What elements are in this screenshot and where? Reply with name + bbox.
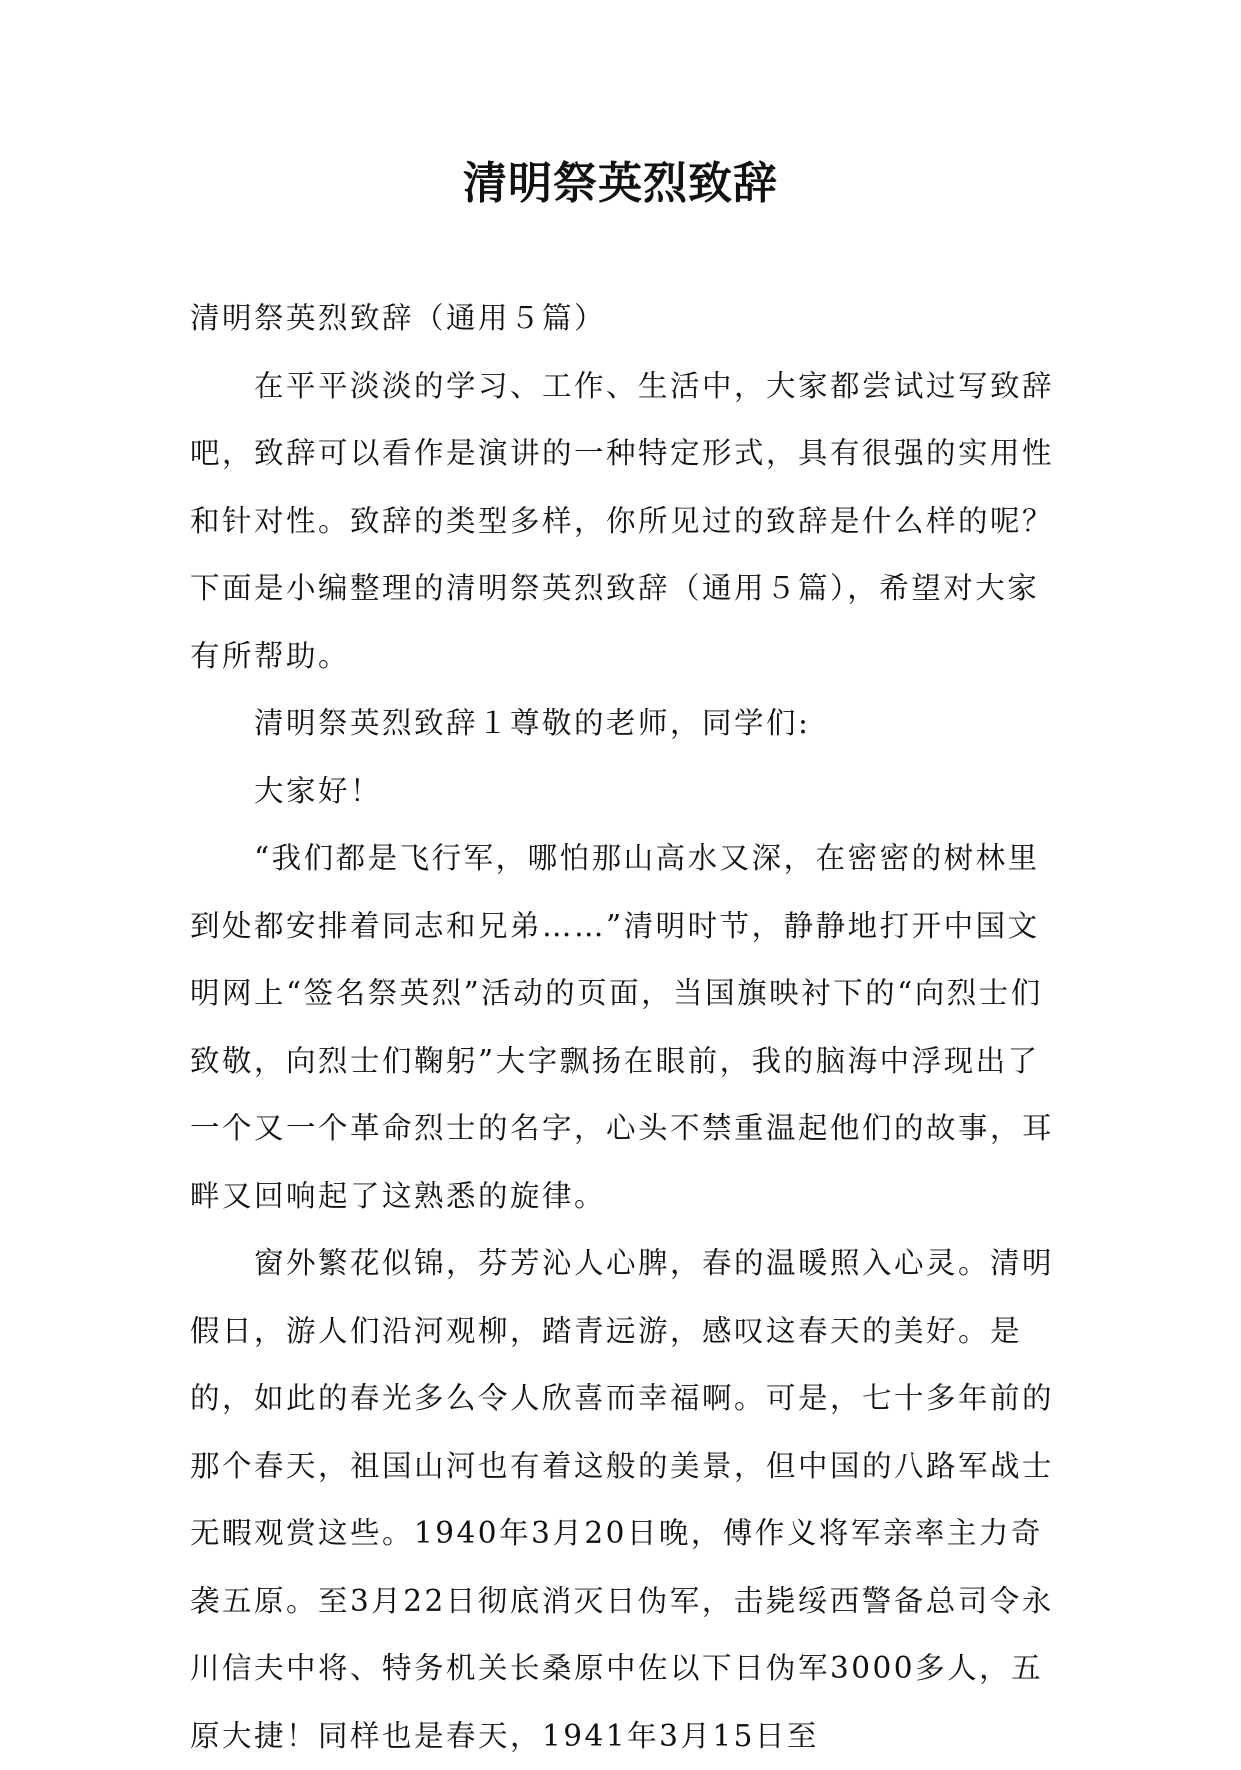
document-title: 清明祭英烈致辞 — [463, 158, 778, 209]
speech-greeting: 大家好！ — [254, 773, 383, 808]
speech-paragraph-spring: 窗外繁花似锦，芬芳沁人心脾，春的温暖照入心灵。清明假日，游人们沿河观柳，踏青远游，感叹这春天的美好。是的，如此的春光多么令人欣喜而幸福啊。可是，七十多年前的那个春天，祖国山河也有着这般的美景，但中国的八路军战士无暇观赏这些。1940年3月20日晚，傅作义将军亲率主力奇袭五原。至3月22日彻底消灭日伪军，击毙绥西警备总司令永川信夫中将、特务机关长桑原中佐以下日伪军3000多人，五原大捷！同样也是春天，1941年3月15日至 — [190, 1246, 1055, 1753]
speech-paragraph-song: “我们都是飞行军，哪怕那山高水又深，在密密的树林里到处都安排着同志和兄弟……”清明时节，静静地打开中国文明网上“签名祭英烈”活动的页面，当国旗映衬下的“向烈士们致敬，向烈士们鞠躬”大字飘扬在眼前，我的脑海中浮现出了一个又一个革命烈士的名字，心头不禁重温起他们的故事，耳畔又回响起了这熟悉的旋律。 — [190, 841, 1055, 1213]
speech-salutation: 清明祭英烈致辞１尊敬的老师，同学们: — [254, 706, 811, 740]
intro-paragraph: 在平平淡淡的学习、工作、生活中，大家都尝试过写致辞吧，致辞可以看作是演讲的一种特定形式，具有很强的实用性和针对性。致辞的类型多样，你所见过的致辞是什么样的呢？下面是小编整理的清明祭英烈致辞（通用５篇），希望对大家有所帮助。 — [190, 368, 1055, 673]
document-subtitle: 清明祭英烈致辞（通用５篇） — [190, 301, 607, 335]
document-body — [190, 285, 1060, 1770]
